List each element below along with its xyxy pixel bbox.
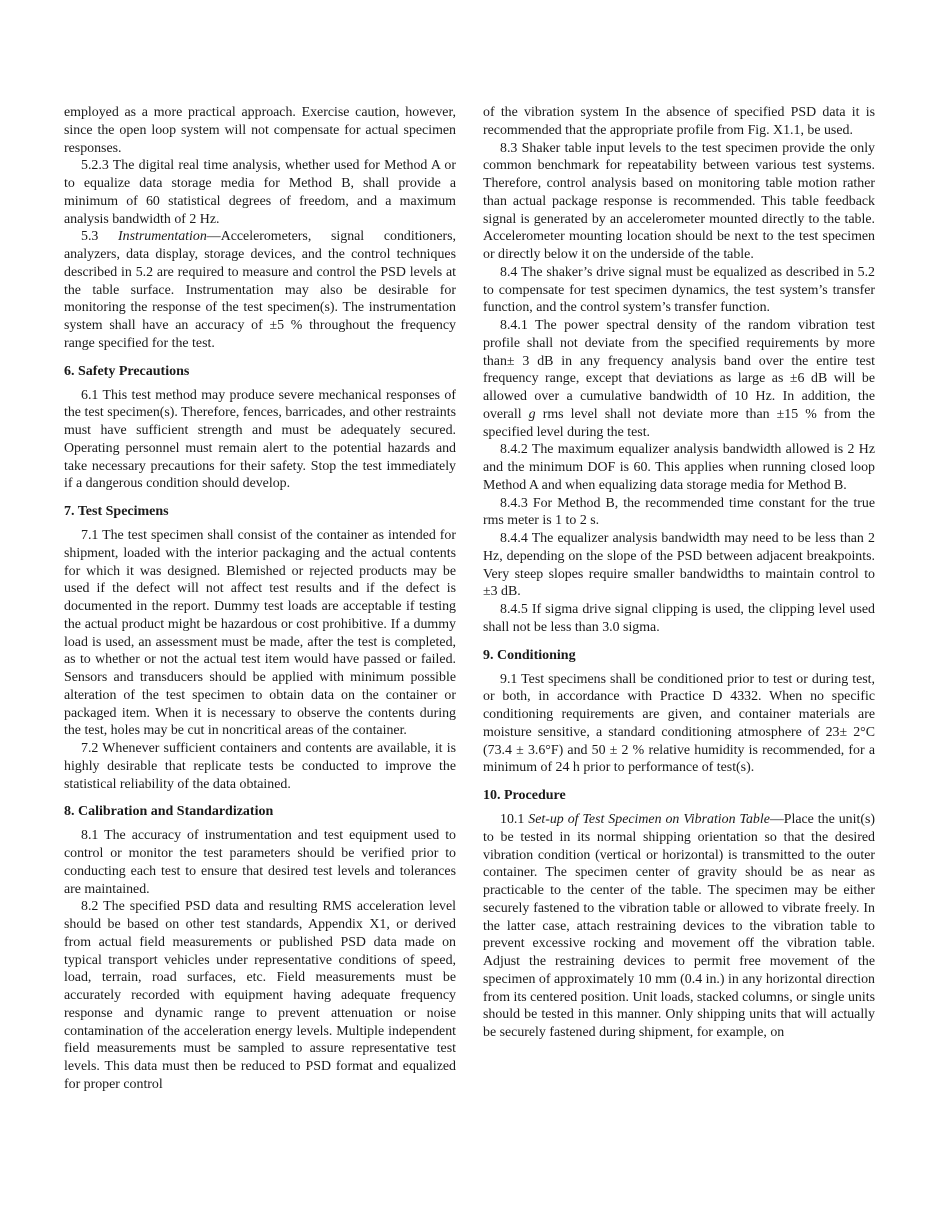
- heading-safety-precautions: 6. Safety Precautions: [64, 363, 190, 379]
- paragraph-8-2-continued: of the vibration system In the absence of specified PSD data it is recommended that the appropriate profile from Fig. X1.1, be used.: [483, 105, 875, 138]
- paragraph-7-1: 7.1 The test specimen shall consist of the container as intended for shipment, loaded with the interior packaging and the actual contents for which it was designed. Blemished or rejected products may be used if the defect will not affect test results and if the defect is documented in the report. Dummy test loads are acceptable if testing the actual product might be hazardous or cost prohibitive. If a dummy load is used, an assessment must be made, after the test is completed, as to whether or not the actual test item would have passed or failed. Sensors and transducers should be applied with minimum possible alteration of the test specimen to obtain data on the container or packaged item. When it is necessary to observe the contents during the test, holes may be cut in noncritical areas of the container.: [64, 528, 456, 739]
- paragraph-8-4-1-g: g: [528, 406, 536, 422]
- paragraph-8-1: 8.1 The accuracy of instrumentation and test equipment used to control or monitor the test parameters should be verified prior to conducting each test to ensure that desired test levels and tolerances are maintained.: [64, 828, 456, 897]
- paragraph-5-2-2-continued: employed as a more practical approach. Exercise caution, however, since the open loop system will not compensate for actual specimen responses.: [64, 105, 456, 156]
- paragraph-8-2: 8.2 The specified PSD data and resulting RMS acceleration level should be based on other test standards, Appendix X1, or derived from actual field measurements or published PSD data made on typical transport vehicles under representative conditions of speed, load, terrain, road surfaces, etc. Field measurements must be accurately recorded with equipment having adequate frequency response and dynamic range to prevent attenuation or noise contamination of the acceleration energy levels. Multiple independent field measurements must be sampled to assure representative test levels. This data must then be reduced to PSD format and equalized for proper control: [64, 899, 456, 1092]
- paragraph-8-4-1: [483, 317, 875, 441]
- paragraph-5-3: [64, 228, 456, 352]
- paragraph-8-4-2: 8.4.2 The maximum equalizer analysis bandwidth allowed is 2 Hz and the minimum DOF is 60. This applies when running closed loop Method A and when equalizing data storage media for Method B.: [483, 442, 875, 493]
- paragraph-8-4-1-part-b: rms level shall not deviate more than ±15 % from the specified level during the test.: [483, 406, 875, 440]
- paragraph-10-1-term: Set-up of Test Specimen on Vibration Table: [528, 812, 770, 827]
- paragraph-10-1-text: —Place the unit(s) to be tested in its normal shipping orientation so that the desired vibration condition (vertical or horizontal) is transmitted to the outer container. The specimen center of gravity should be as near as practicable to the center of the table. The specimen may be either securely fastened to the vibration table or allowed to vibrate freely. In the latter case, attach restraining devices to the vibration table to prevent excessive rocking and movement off the vibration table. Adjust the restraining devices to permit free movement of the specimen of approximately 10 mm (0.4 in.) in any horizontal direction from its centered position. Unit loads, stacked columns, or single units should be tested in this manner. Only shipping units that will actually be securely fastened during shipment, for example, on: [483, 812, 875, 1040]
- right-column: [483, 104, 875, 1042]
- paragraph-7-2: 7.2 Whenever sufficient containers and contents are available, it is highly desirable that replicate tests be conducted to improve the statistical reliability of the data obtained.: [64, 741, 456, 792]
- paragraph-5-3-text: —Accelerometers, signal conditioners, analyzers, data display, storage devices, and the control techniques described in 5.2 are required to measure and control the PSD levels at the table surface. Instrumentation may also be desirable for monitoring the response of the test specimen(s). The instrumentation system shall have an accuracy of ±5 % throughout the frequency range specified for the test.: [64, 229, 456, 351]
- paragraph-10-1: [483, 811, 875, 1042]
- heading-conditioning: 9. Conditioning: [483, 647, 576, 663]
- heading-test-specimens: 7. Test Specimens: [64, 504, 169, 519]
- paragraph-8-4: 8.4 The shaker’s drive signal must be equalized as described in 5.2 to compensate for test specimen dynamics, the test system’s transfer function, and the control system’s transfer function.: [483, 264, 875, 316]
- paragraph-8-4-4: 8.4.4 The equalizer analysis bandwidth may need to be less than 2 Hz, depending on the slope of the PSD between adjacent breakpoints. Very steep slopes require smaller bandwidths to maintain control to ±3 dB.: [483, 531, 875, 600]
- paragraph-8-3: 8.3 Shaker table input levels to the test specimen provide the only common benchmark for repeatability between various test systems. Therefore, control analysis based on monitoring table motion rather than actual package response is recommended. This table feedback signal is generated by an accelerometer mounted directly to the table. Accelerometer mounting location should be next to the test specimen or directly below it on the underside of the table.: [483, 140, 875, 262]
- paragraph-5-2-3: 5.2.3 The digital real time analysis, whether used for Method A or to equalize data storage media for Method B, shall provide a minimum of 60 statistical degrees of freedom, and a maximum analysis bandwidth of 2 Hz.: [64, 158, 456, 227]
- paragraph-9-1: 9.1 Test specimens shall be conditioned prior to test or during test, or both, in accordance with Practice D 4332. When no specific conditioning requirements are given, and container materials are moisture sensitive, a standard conditioning atmosphere of 23± 2°C (73.4 ± 3.6°F) and 50 ± 2 % relative humidity is recommended, for a minimum of 24 h prior to performance of test(s).: [483, 671, 875, 776]
- paragraph-8-4-5: 8.4.5 If sigma drive signal clipping is used, the clipping level used shall not be less than 3.0 sigma.: [483, 602, 875, 635]
- heading-calibration: 8. Calibration and Standardization: [64, 804, 274, 820]
- paragraph-5-3-number: 5.3: [81, 229, 119, 245]
- paragraph-5-3-term: Instrumentation: [118, 229, 207, 245]
- paragraph-10-1-number: 10.1: [500, 812, 529, 827]
- heading-procedure: 10. Procedure: [483, 788, 566, 803]
- paragraph-8-4-1-part-a: 8.4.1 The power spectral density of the random vibration test profile shall not deviate from the specified requirements by more than± 3 dB in any frequency analysis band over the entire test frequency range, except that deviations as large as ±6 dB will be allowed over a cumulative bandwidth of 10 Hz. In addition, the overall: [483, 318, 875, 422]
- paragraph-8-4-3: 8.4.3 For Method B, the recommended time constant for the true rms meter is 1 to 2 s.: [483, 495, 875, 529]
- paragraph-6-1: 6.1 This test method may produce severe mechanical responses of the test specimen(s). Therefore, fences, barricades, and other restraints must have sufficient strength and must be adequately secured. Operating personnel must remain alert to the potential hazards and take necessary precautions for their safety. Stop the test immediately if a dangerous condition should develop.: [64, 387, 456, 492]
- left-column: [64, 104, 456, 1094]
